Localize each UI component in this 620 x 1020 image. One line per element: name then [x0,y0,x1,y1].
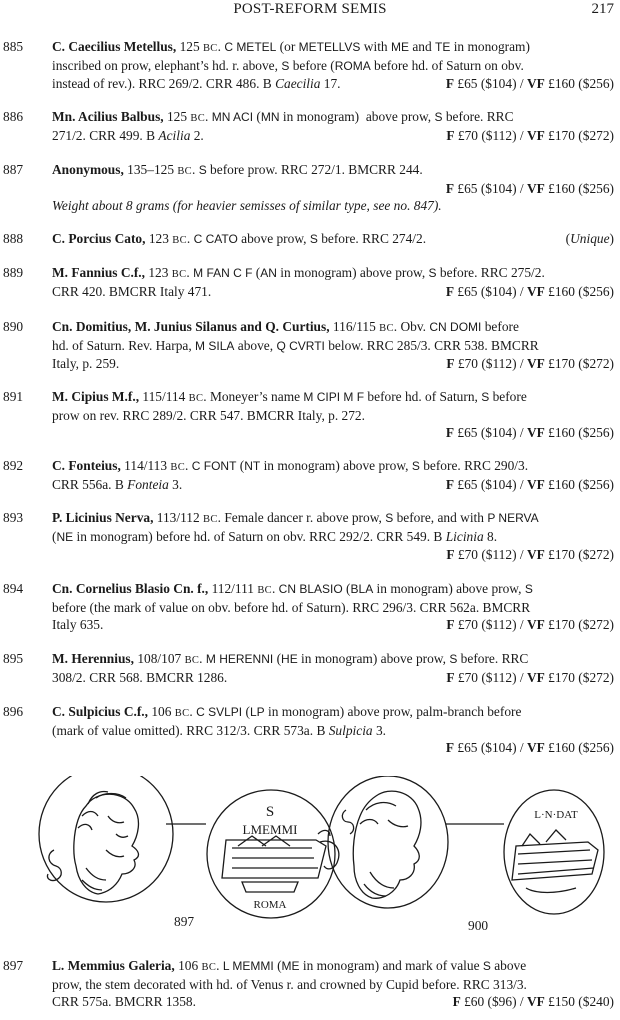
entry-text [52,457,614,493]
entry-description: instead of rev.). RRC 269/2. CRR 486. B Caecilia 17. [52,76,341,91]
entry-description: Cn. Domitius, M. Junius Silanus and Q. Curtius, 116/115 BC. Obv. CN DOMI before [52,319,519,334]
entry-price: F £70 ($112) / VF £170 ($272) [446,547,614,562]
entry-description: M. Fannius C.f., 123 BC. M FAN C F (AN in monogram) above prow, S before. RRC 275/2. [52,265,545,280]
entry-text [52,108,614,144]
entry-description: (NE in monogram) before hd. of Saturn on obv. RRC 292/2. CRR 549. B Licinia 8. [52,529,498,544]
entry-text [52,264,614,300]
coin-illustrations [26,776,606,941]
entry-text [52,38,614,92]
figure-caption-897: 897 [174,914,195,929]
entry-price: F £65 ($104) / VF £160 ($256) [445,284,614,299]
entry-description: CRR 575a. BMCRR 1358. [52,994,196,1009]
entry-text [52,230,614,249]
entry-text [52,703,614,756]
page-title: POST-REFORM SEMIS [233,1,387,17]
entry-description: M. Cipius M.f., 115/114 BC. Moneyer’s name M CIPI M F before hd. of Saturn, S before [52,389,527,404]
entry-price: (Unique) [565,231,614,246]
entry-text [52,650,614,686]
entry-description: 271/2. CRR 499. B Acilia 2. [52,128,204,143]
entry-description: Italy 635. [52,617,104,632]
coin2-lettering-mid: LMEMMI [242,822,298,837]
entry-number: 896 [3,704,24,719]
s-mark-icon [47,850,61,881]
entry-description: C. Sulpicius C.f., 106 BC. C SVLPI (LP in monogram) above prow, palm-branch before [52,704,522,719]
entry-description: before (the mark of value on obv. before hd. of Saturn). RRC 296/3. CRR 562a. BMCRR [52,600,531,615]
entry-number: 897 [3,958,24,973]
entry-number: 888 [3,231,24,246]
entry-description: Mn. Acilius Balbus, 125 BC. MN ACI (MN in monogram) above prow, S before. RRC [52,109,514,124]
entry-description: P. Licinius Nerva, 113/112 BC. Female dancer r. above prow, S before, and with P NERVA [52,510,539,525]
entry-price: F £65 ($104) / VF £160 ($256) [445,181,614,196]
entry-number: 887 [3,162,24,177]
entry-number: 889 [3,265,24,280]
entry-number: 886 [3,109,24,124]
entry-description: inscribed on prow, elephant’s hd. r. above, S before (ROMA before hd. of Saturn on obv. [52,58,524,73]
coin2-lettering-bottom: ROMA [253,899,287,911]
coin-897-obverse [39,776,173,902]
entry-price: F £60 ($96) / VF £150 ($240) [452,994,614,1009]
entry-number: 885 [3,39,24,54]
entry-price: F £70 ($112) / VF £170 ($272) [446,128,614,143]
coin2-lettering-top: S [265,804,275,820]
entry-description: Cn. Cornelius Blasio Cn. f., 112/111 BC. CN BLASIO (BLA in monogram) above prow, S [52,581,533,596]
entry-number: 891 [3,389,24,404]
entry-price: F £70 ($112) / VF £170 ($272) [446,670,614,685]
entry-number: 893 [3,510,24,525]
entry-description: C. Caecilius Metellus, 125 BC. C METEL (or METELLVS with ME and TE in monogram) [52,39,530,54]
entry-description: L. Memmius Galeria, 106 BC. L MEMMI (ME in monogram) and mark of value S above [52,958,527,973]
s-mark-icon [342,810,353,834]
entry-description: CRR 556a. B Fonteia 3. [52,477,183,492]
entry-text [52,509,614,563]
entry-price: F £65 ($104) / VF £160 ($256) [445,740,614,755]
entry-price: F £65 ($104) / VF £160 ($256) [445,477,614,492]
coin4-lettering: L·N·DAT [534,809,578,821]
entry-description: CRR 420. BMCRR Italy 471. [52,284,212,299]
entry-number: 892 [3,458,24,473]
entry-description: Italy, p. 259. [52,356,120,371]
entry-description: C. Fonteius, 114/113 BC. C FONT (NT in monogram) above prow, S before. RRC 290/3. [52,458,529,473]
running-header [0,0,620,20]
entry-price: F £65 ($104) / VF £160 ($256) [445,425,614,440]
entry-number: 895 [3,651,24,666]
entry-description: Weight about 8 grams (for heavier semisses of similar type, see no. 847). [52,198,442,213]
entry-description: Anonymous, 135–125 BC. S before prow. RRC 272/1. BMCRR 244. [52,162,423,177]
entry-text [52,388,614,441]
entry-number: 894 [3,581,24,596]
entry-text [52,318,614,372]
entry-text [52,580,614,633]
entry-description: hd. of Saturn. Rev. Harpa, M SILA above, Q CVRTI below. RRC 285/3. CRR 538. BMCRR [52,338,539,353]
coin-900-obverse [328,776,448,908]
entry-description: C. Porcius Cato, 123 BC. C CATO above prow, S before. RRC 274/2. [52,231,427,246]
page-number: 217 [591,1,614,17]
entry-price: F £65 ($104) / VF £160 ($256) [445,76,614,91]
entry-description: prow on rev. RRC 289/2. CRR 547. BMCRR Italy, p. 272. [52,408,365,423]
coin-drawings [26,776,606,941]
entry-description: M. Herennius, 108/107 BC. M HERENNI (HE in monogram) above prow, S before. RRC [52,651,529,666]
entry-text [52,957,614,1010]
entry-description: prow, the stem decorated with hd. of Venus r. and crowned by Cupid before. RRC 313/3. [52,977,527,992]
entry-price: F £70 ($112) / VF £170 ($272) [446,356,614,371]
entry-number: 890 [3,319,24,334]
entry-text [52,161,614,214]
entry-description: 308/2. CRR 568. BMCRR 1286. [52,670,228,685]
figure-caption-900: 900 [468,918,489,933]
entry-price: F £70 ($112) / VF £170 ($272) [446,617,614,632]
entry-description: (mark of value omitted). RRC 312/3. CRR 573a. B Sulpicia 3. [52,723,386,738]
